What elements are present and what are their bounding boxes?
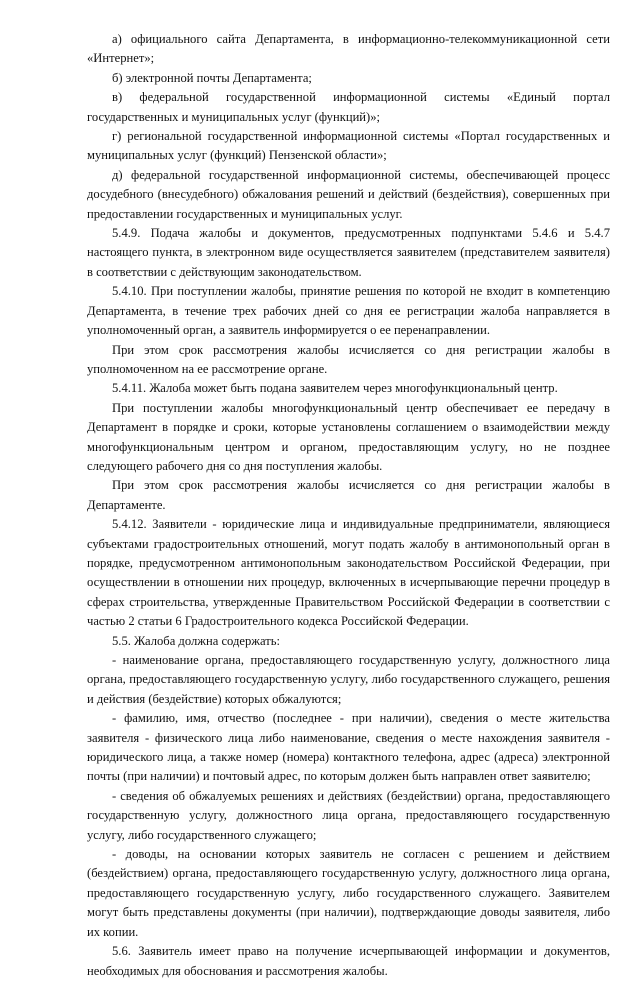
- list-item-arguments: - доводы, на основании которых заявитель не согласен с решением и действием (бездействием) органа, предоставляющего государственную услугу, должностного лица органа, предоставляющего государственную услугу, либо государственного служащего. Заявителем могут быть представлены документы (при наличии), подтверждающие доводы заявителя, либо их копии.: [87, 847, 610, 939]
- document-body: [87, 30, 610, 981]
- paragraph-subitem-a: а) официального сайта Департамента, в информационно-телекоммуникационной сети «Интернет»;: [87, 32, 610, 66]
- paragraph-5-4-9: 5.4.9. Подача жалобы и документов, предусмотренных подпунктами 5.4.6 и 5.4.7 настоящего пункта, в электронном виде осуществляется заявителем (представителем заявителя) в соответствии с действующим законодательством.: [87, 226, 610, 279]
- paragraph-5-4-10-term: При этом срок рассмотрения жалобы исчисляется со дня регистрации жалобы в уполномоченном на ее рассмотрение органе.: [87, 342, 610, 376]
- paragraph-5-4-11: 5.4.11. Жалоба может быть подана заявителем через многофункциональный центр.: [112, 381, 558, 396]
- list-item-applicant-details: - фамилию, имя, отчество (последнее - при наличии), сведения о месте жительства заявителя - физического лица либо наименование, сведения о месте нахождения заявителя - юридического лица, а также номер (номера) контактного телефона, адрес (адреса) электронной почты (при наличии) и почтовый адрес, по которым должен быть направлен ответ заявителю;: [87, 711, 610, 784]
- paragraph-subitem-v: в) федеральной государственной информационной системы «Единый портал государственных и муниципальных услуг (функций)»;: [87, 90, 610, 124]
- paragraph-5-5: 5.5. Жалоба должна содержать:: [112, 633, 280, 648]
- list-item-authority-name: - наименование органа, предоставляющего государственную услугу, должностного лица органа, предоставляющего государственную услугу, либо государственного служащего, решения и действия (бездействие) которых обжалуются;: [87, 653, 610, 706]
- paragraph-5-6: 5.6. Заявитель имеет право на получение исчерпывающей информации и документов, необходимых для обоснования и рассмотрения жалобы.: [87, 944, 610, 978]
- paragraph-5-4-10: 5.4.10. При поступлении жалобы, принятие решения по которой не входит в компетенцию Департамента, в течение трех рабочих дней со дня ее регистрации жалоба направляется в уполномоченный орган, а заявитель информируется о ее перенаправлении.: [87, 284, 610, 338]
- paragraph-subitem-d: д) федеральной государственной информационной системы, обеспечивающей процесс досудебного (внесудебного) обжалования решений и действий (бездействия), совершенных при предоставлении государственных и муниципальных услуг.: [87, 167, 610, 221]
- paragraph-5-4-11-term: При этом срок рассмотрения жалобы исчисляется со дня регистрации жалобы в Департаменте.: [87, 478, 610, 512]
- paragraph-subitem-b: б) электронной почты Департамента;: [112, 70, 312, 85]
- paragraph-5-4-12: 5.4.12. Заявители - юридические лица и индивидуальные предприниматели, являющиеся субъектами градостроительных отношений, могут подать жалобу в антимонопольный орган в порядке, предусмотренном антимонопольным законодательством Российской Федерации, при осуществлении в отношении них процедур, включенных в исчерпывающие перечни процедур в сферах строительства, утвержденные Правительством Российской Федерации в соответствии с частью 2 статьи 6 Градостроительного кодекса Российской Федерации.: [87, 517, 610, 629]
- paragraph-subitem-g: г) региональной государственной информационной системы «Портал государственных и муниципальных услуг (функций) Пензенской области»;: [87, 129, 610, 163]
- paragraph-5-4-11-transfer: При поступлении жалобы многофункциональный центр обеспечивает ее передачу в Департамент в порядке и сроки, которые установлены соглашением о взаимодействии между многофункциональным центром и органом, предоставляющим услугу, но не позднее следующего рабочего дня со дня поступления жалобы.: [87, 400, 610, 473]
- list-item-appealed-decisions: - сведения об обжалуемых решениях и действиях (бездействии) органа, предоставляющего государственную услугу, должностного лица органа, предоставляющего государственную услугу, либо государственного служащего;: [87, 788, 610, 842]
